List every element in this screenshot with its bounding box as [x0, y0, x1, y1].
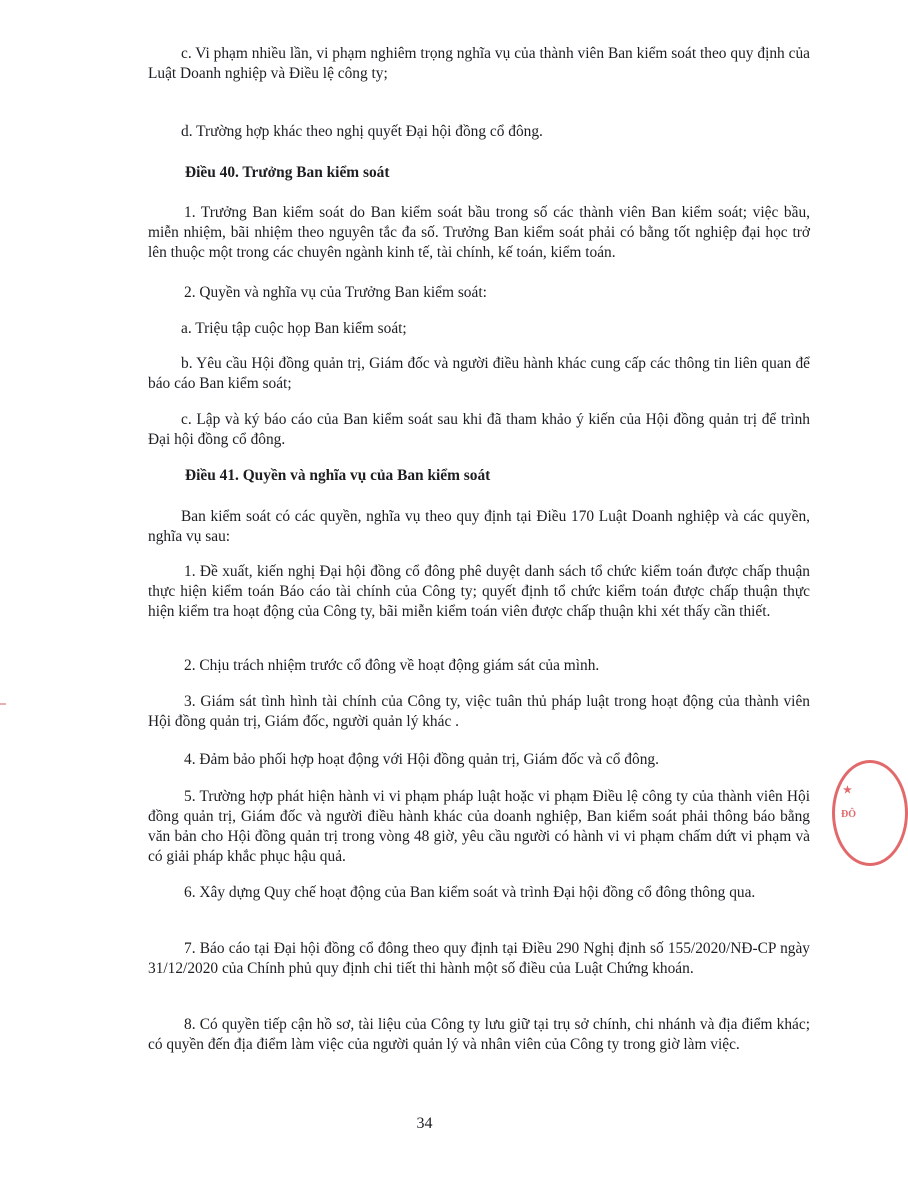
red-seal-stamp: ★ ĐÔ — [832, 760, 908, 866]
article-40-item-2: 2. Quyền và nghĩa vụ của Trưởng Ban kiểm soát: — [184, 284, 487, 301]
paragraph-d-other-cases: d. Trường hợp khác theo nghị quyết Đại hội đồng cổ đông. — [181, 123, 543, 140]
article-41-item-3: 3. Giám sát tình hình tài chính của Công ty, việc tuân thủ pháp luật trong hoạt động của thành viên Hội đồng quản trị, Giám đốc, người quản lý khác . — [148, 693, 810, 730]
paragraph-c-violation: c. Vi phạm nhiều lần, vi phạm nghiêm trọng nghĩa vụ của thành viên Ban kiểm soát theo quy định của Luật Doanh nghiệp và Điều lệ công ty; — [148, 45, 810, 82]
heading-article-40: Điều 40. Trưởng Ban kiểm soát — [185, 164, 390, 181]
page-number: 34 — [416, 1115, 433, 1132]
article-41-item-6: 6. Xây dựng Quy chế hoạt động của Ban kiểm soát và trình Đại hội đồng cổ đông thông qua. — [184, 884, 756, 901]
margin-mark — [0, 703, 6, 705]
article-40-item-2c: c. Lập và ký báo cáo của Ban kiểm soát sau khi đã tham khảo ý kiến của Hội đồng quản trị để trình Đại hội đồng cổ đông. — [148, 411, 810, 448]
article-40-item-2a: a. Triệu tập cuộc họp Ban kiểm soát; — [181, 320, 407, 337]
article-41-item-5: 5. Trường hợp phát hiện hành vi vi phạm pháp luật hoặc vi phạm Điều lệ công ty của thành viên Hội đồng quản trị, Giám đốc và người điều hành khác của doanh nghiệp, Ban kiểm soát phải thông báo bằng văn bản cho Hội đồng quản trị trong vòng 48 giờ, yêu cầu người có hành vi vi phạm chấm dứt vi phạm và có giải pháp khắc phục hậu quả. — [148, 788, 810, 865]
article-41-item-4: 4. Đảm bảo phối hợp hoạt động với Hội đồng quản trị, Giám đốc và cổ đông. — [184, 751, 659, 768]
article-41-intro: Ban kiểm soát có các quyền, nghĩa vụ theo quy định tại Điều 170 Luật Doanh nghiệp và các quyền, nghĩa vụ sau: — [148, 508, 810, 545]
article-40-item-2b: b. Yêu cầu Hội đồng quản trị, Giám đốc và người điều hành khác cung cấp các thông tin liên quan để báo cáo Ban kiểm soát; — [148, 355, 810, 392]
article-41-item-1: 1. Đề xuất, kiến nghị Đại hội đồng cổ đông phê duyệt danh sách tổ chức kiểm toán được chấp thuận thực hiện kiểm toán Báo cáo tài chính của Công ty; quyết định tổ chức kiểm toán được chấp thuận thực hiện kiểm tra hoạt động của Công ty, bãi miễn kiểm toán viên được chấp thuận khi xét thấy cần thiết. — [148, 563, 810, 620]
article-40-item-1: 1. Trưởng Ban kiểm soát do Ban kiểm soát bầu trong số các thành viên Ban kiểm soát; việc bầu, miễn nhiệm, bãi nhiệm theo nguyên tắc đa số. Trưởng Ban kiểm soát phải có bằng tốt nghiệp đại học trở lên thuộc một trong các chuyên ngành kinh tế, tài chính, kế toán, kiểm toán. — [148, 204, 810, 261]
article-41-item-8: 8. Có quyền tiếp cận hồ sơ, tài liệu của Công ty lưu giữ tại trụ sở chính, chi nhánh và địa điểm khác; có quyền đến địa điểm làm việc của người quản lý và nhân viên của Công ty trong giờ làm việc. — [148, 1016, 810, 1053]
article-41-item-2: 2. Chịu trách nhiệm trước cổ đông về hoạt động giám sát của mình. — [184, 657, 600, 674]
article-41-item-7: 7. Báo cáo tại Đại hội đồng cổ đông theo quy định tại Điều 290 Nghị định số 155/2020/NĐ-CP ngày 31/12/2020 của Chính phủ quy định chi tiết thi hành một số điều của Luật Chứng khoán. — [148, 940, 810, 977]
heading-article-41: Điều 41. Quyền và nghĩa vụ của Ban kiểm soát — [185, 467, 491, 484]
